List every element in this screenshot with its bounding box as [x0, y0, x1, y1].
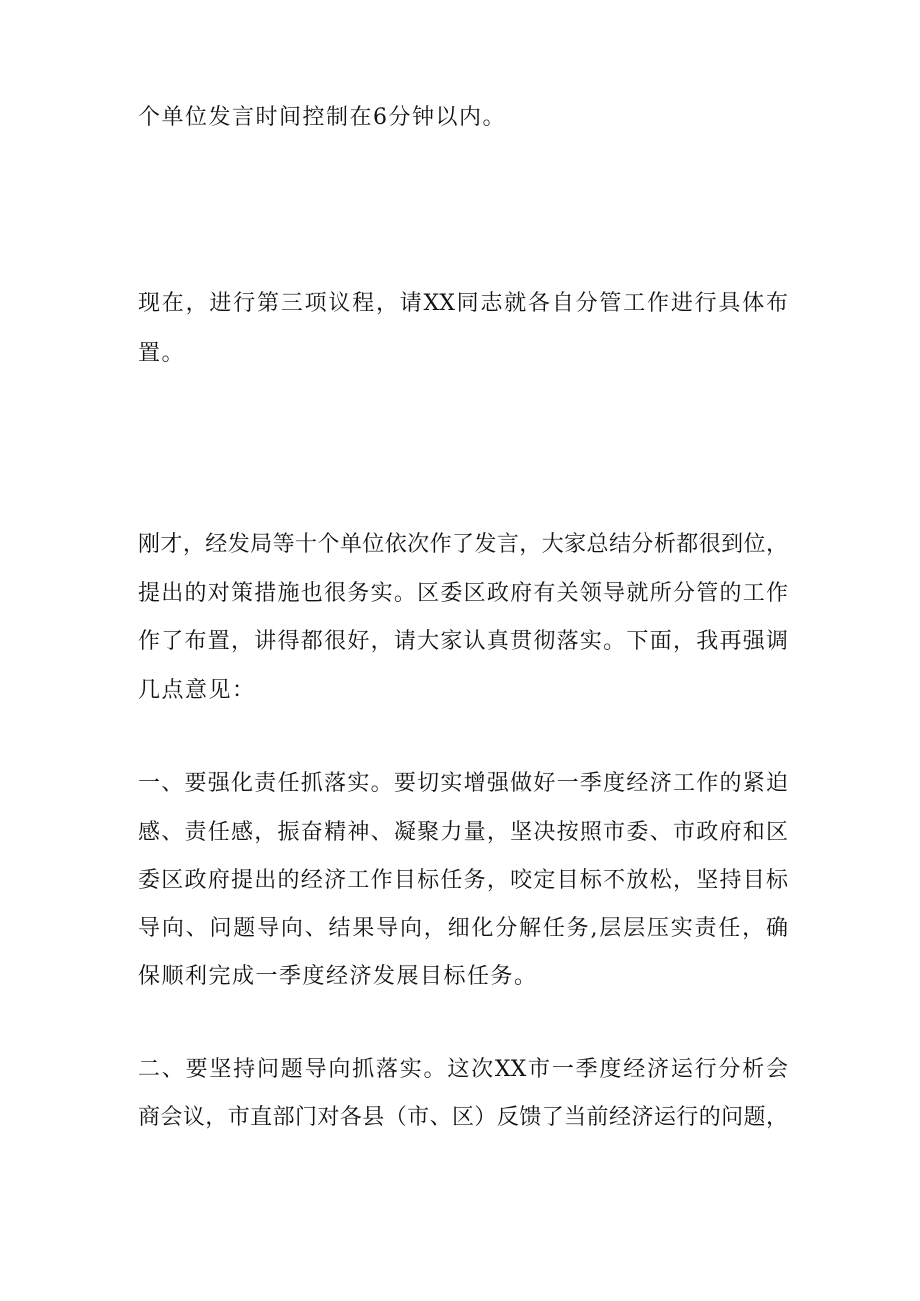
- paragraph-5-line-2: 商会议，市直部门对各县（市、区）反馈了当前经济运行的问题，: [138, 1105, 788, 1130]
- paragraph-4-line-1: 一、要强化责任抓落实。要切实增强做好一季度经济工作的紧迫: [138, 771, 788, 796]
- paragraph-3-line-1: 刚才，经发局等十个单位依次作了发言，大家总结分析都很到位，: [138, 532, 788, 557]
- paragraph-1-line-1: 个单位发言时间控制在6分钟以内。: [138, 105, 506, 130]
- paragraph-4-line-2: 感、责任感，振奋精神、凝聚力量，坚决按照市委、市政府和区: [138, 820, 788, 845]
- paragraph-5-line-1: 二、要坚持问题导向抓落实。这次XX市一季度经济运行分析会: [138, 1057, 788, 1082]
- paragraph-4-line-3: 委区政府提出的经济工作目标任务，咬定目标不放松，坚持目标: [138, 868, 788, 893]
- paragraph-3-line-2: 提出的对策措施也很务实。区委区政府有关领导就所分管的工作: [138, 581, 788, 606]
- paragraph-3-line-4: 几点意见：: [138, 678, 256, 703]
- paragraph-2-line-1: 现在，进行第三项议程，请XX同志就各自分管工作进行具体布: [138, 291, 788, 316]
- paragraph-4-line-4: 导向、问题导向、结果导向，细化分解任务,层层压实责任，确: [138, 916, 788, 941]
- paragraph-3-line-3: 作了布置，讲得都很好，请大家认真贯彻落实。下面，我再强调: [138, 629, 788, 654]
- paragraph-4-line-5: 保顺利完成一季度经济发展目标任务。: [138, 964, 538, 989]
- paragraph-2-line-2: 置。: [138, 341, 186, 366]
